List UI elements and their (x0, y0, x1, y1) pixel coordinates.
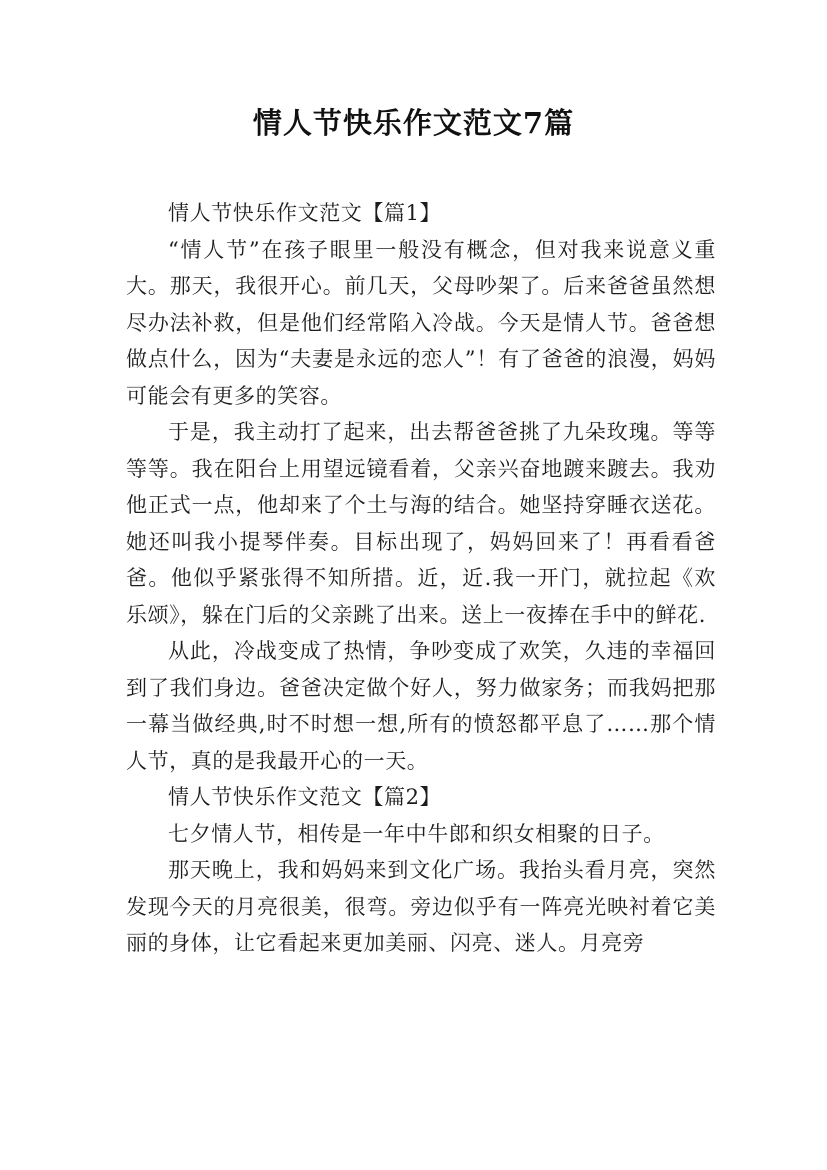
body-paragraph: 从此，冷战变成了热情，争吵变成了欢笑，久违的幸福回到了我们身边。爸爸决定做个好人，努力做家务；而我妈把那一幕当做经典,时不时想一想,所有的愤怒都平息了……那个情人节，真的是我最开心的一天。 (126, 639, 716, 773)
body-paragraph: 于是，我主动打了起来，出去帮爸爸挑了九朵玫瑰。等等等等。我在阳台上用望远镜看着，父亲兴奋地踱来踱去。我劝他正式一点，他却来了个土与海的结合。她坚持穿睡衣送花。她还叫我小提琴伴奏。目标出现了，妈妈回来了！再看看爸爸。他似乎紧张得不知所措。近，近.我一开门，就拉起《欢乐颂》，躲在门后的父亲跳了出来。送上一夜捧在手中的鲜花. (126, 420, 716, 627)
section-heading: 情人节快乐作文范文【篇1】 (168, 201, 442, 225)
body-paragraph: “情人节”在孩子眼里一般没有概念，但对我来说意义重大。那天，我很开心。前几天，父母吵架了。后来爸爸虽然想尽办法补救，但是他们经常陷入冷战。今天是情人节。爸爸想做点什么，因为“夫妻是永远的恋人”！有了爸爸的浪漫，妈妈可能会有更多的笑容。 (126, 237, 716, 408)
document-body (126, 195, 716, 962)
body-paragraph: 那天晚上，我和妈妈来到文化广场。我抬头看月亮，突然发现今天的月亮很美，很弯。旁边似乎有一阵亮光映衬着它美丽的身体，让它看起来更加美丽、闪亮、迷人。月亮旁 (126, 858, 716, 955)
section-heading: 情人节快乐作文范文【篇2】 (168, 785, 442, 809)
document-title: 情人节快乐作文范文7篇 (252, 106, 575, 140)
body-paragraph: 七夕情人节，相传是一年中牛郎和织女相聚的日子。 (168, 821, 665, 846)
